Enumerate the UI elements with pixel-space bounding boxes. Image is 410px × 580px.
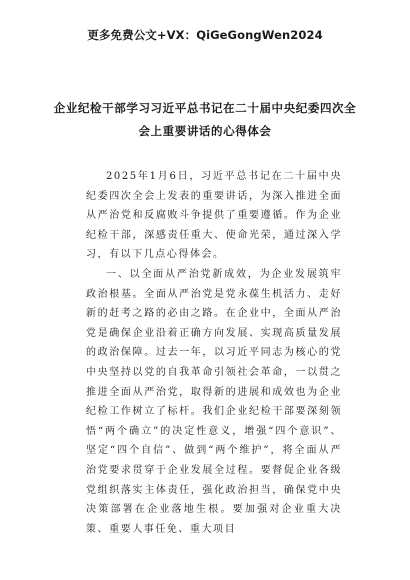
- body-paragraph-intro: 2025年1月6日，习近平总书记在二十届中央纪委四次全会上发表的重要讲话，为深入推进全面从严治党和反腐败斗争提供了重要遵循。作为企业纪检干部，深感责任重大、使命光荣，通过深入学习，有以下几点心得体会。: [86, 171, 342, 261]
- document-title-line-2: 会上重要讲话的心得体会: [138, 124, 272, 138]
- document-body: [86, 167, 342, 539]
- document-header: 更多免费公文+VX：QiGeGongWen2024: [87, 28, 323, 42]
- document-title-line-1: 企业纪检干部学习习近平总书记在二十届中央纪委四次全: [53, 101, 357, 115]
- body-paragraph-section-one: 一、以全面从严治党新成效，为企业发展筑牢政治根基。全面从严治党是党永葆生机活力、走好新的赶考之路的必由之路。在企业中，全面从严治党是确保企业沿着正确方向发展、实现高质量发展的政治保障。过去一年，以习近平同志为核心的党中央坚持以党的自我革命引领社会革命，一以贯之推进全面从严治党，取得新的进展和成效也为企业纪检工作树立了标杆。我们企业纪检干部要深刻领悟“两个确立”的决定性意义，增强“四个意识”、坚定“四个自信”、做到“两个维护”，将全面从严治党要求贯穿于企业发展全过程。要督促企业各级党组织落实主体责任，强化政治担当，确保党中央决策部署在企业落地生根。要加强对企业重大决策、重要人事任免、重大项目: [86, 268, 342, 535]
